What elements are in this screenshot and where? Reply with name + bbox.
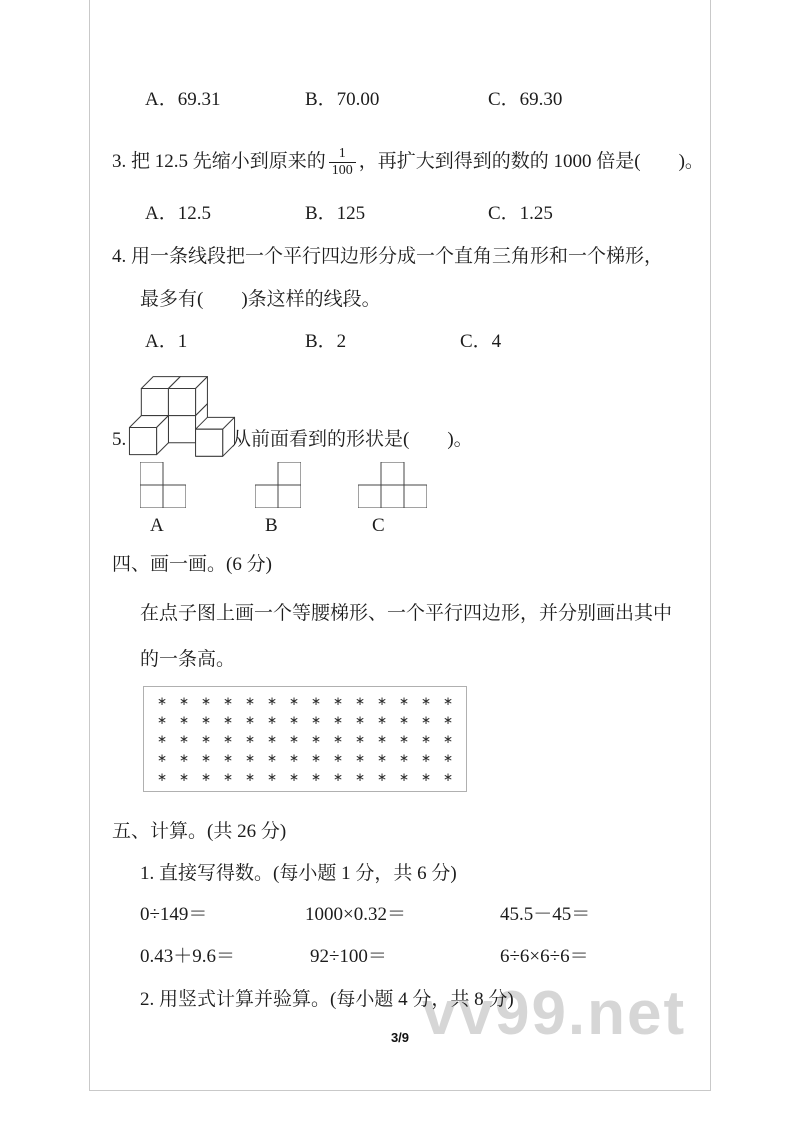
q5-option-b-figure [255, 462, 301, 513]
grid-dot: ∗ [266, 693, 278, 708]
grid-dot: ∗ [288, 770, 300, 785]
calc-expression: 6÷6×6÷6＝ [500, 946, 589, 967]
q2-option-a: A．69.31 [145, 89, 221, 110]
q3-option-c: C．1.25 [488, 203, 553, 224]
grid-dot: ∗ [420, 770, 432, 785]
grid-dot: ∗ [156, 712, 168, 727]
grid-dot: ∗ [398, 751, 410, 766]
q5-label-a: A [150, 515, 164, 536]
calc-expression: 92÷100＝ [310, 946, 387, 967]
watermark: vv99.net [422, 979, 687, 1048]
q4-text-line2: 最多有( )条这样的线段。 [140, 289, 381, 310]
q3-fraction-denominator: 100 [331, 163, 353, 179]
grid-dot: ∗ [200, 712, 212, 727]
grid-dot: ∗ [442, 712, 454, 727]
grid-dot: ∗ [310, 712, 322, 727]
grid-dot: ∗ [354, 731, 366, 746]
grid-dot: ∗ [266, 712, 278, 727]
grid-dot: ∗ [332, 770, 344, 785]
grid-dot: ∗ [442, 770, 454, 785]
grid-dot: ∗ [178, 731, 190, 746]
grid-dot: ∗ [354, 751, 366, 766]
q4-option-b: B．2 [305, 331, 347, 352]
grid-dot: ∗ [442, 693, 454, 708]
grid-dot: ∗ [156, 731, 168, 746]
grid-dot: ∗ [376, 712, 388, 727]
q5-option-a-svg [140, 462, 186, 508]
grid-dot: ∗ [156, 751, 168, 766]
grid-dot: ∗ [266, 731, 278, 746]
cube-stack-svg [126, 358, 238, 458]
grid-dot: ∗ [178, 693, 190, 708]
q3-text-before: 3. 把 12.5 先缩小到原来的 [112, 150, 326, 172]
grid-dot: ∗ [310, 770, 322, 785]
q4-text-line1: 4. 用一条线段把一个平行四边形分成一个直角三角形和一个梯形， [112, 246, 664, 267]
grid-dot: ∗ [288, 731, 300, 746]
grid-dot: ∗ [178, 712, 190, 727]
grid-dot: ∗ [332, 751, 344, 766]
grid-dot: ∗ [332, 693, 344, 708]
grid-dot: ∗ [332, 731, 344, 746]
grid-dot: ∗ [288, 712, 300, 727]
grid-dot: ∗ [200, 770, 212, 785]
grid-dot: ∗ [398, 731, 410, 746]
grid-dot: ∗ [442, 731, 454, 746]
grid-dot: ∗ [266, 770, 278, 785]
grid-dot: ∗ [310, 751, 322, 766]
section4-line1: 在点子图上画一个等腰梯形、一个平行四边形，并分别画出其中 [140, 603, 673, 624]
grid-dot: ∗ [222, 712, 234, 727]
grid-dot: ∗ [178, 770, 190, 785]
q4-options-row [145, 330, 501, 354]
grid-dot: ∗ [332, 712, 344, 727]
calc-expression: 1000×0.32＝ [305, 904, 406, 925]
grid-dot: ∗ [376, 693, 388, 708]
grid-dot: ∗ [376, 770, 388, 785]
q5-label-b: B [265, 515, 278, 536]
grid-dot: ∗ [442, 751, 454, 766]
grid-dot: ∗ [310, 731, 322, 746]
grid-dot: ∗ [244, 712, 256, 727]
grid-dot: ∗ [222, 751, 234, 766]
grid-dot: ∗ [288, 751, 300, 766]
grid-dot: ∗ [420, 693, 432, 708]
q2-options-row [145, 88, 562, 112]
q3-fraction-numerator: 1 [329, 146, 356, 163]
grid-dot: ∗ [156, 693, 168, 708]
q5-option-b-svg [255, 462, 301, 508]
q5-option-c-svg [358, 462, 427, 508]
grid-dot: ∗ [244, 693, 256, 708]
grid-dot: ∗ [200, 731, 212, 746]
calc-expression: 0÷149＝ [140, 904, 208, 925]
grid-dot: ∗ [354, 693, 366, 708]
grid-dot: ∗ [398, 770, 410, 785]
grid-dot: ∗ [376, 751, 388, 766]
page-number: 3/9 [390, 1030, 410, 1045]
grid-dot: ∗ [354, 770, 366, 785]
dot-grid [143, 686, 467, 792]
grid-dot: ∗ [266, 751, 278, 766]
grid-dot: ∗ [398, 693, 410, 708]
q2-option-b: B．70.00 [305, 89, 380, 110]
grid-dot: ∗ [420, 731, 432, 746]
grid-dot: ∗ [178, 751, 190, 766]
grid-dot: ∗ [244, 731, 256, 746]
grid-dot: ∗ [354, 712, 366, 727]
q3-text-line [112, 146, 704, 179]
grid-dot: ∗ [156, 770, 168, 785]
q3-text-after: ，再扩大到得到的数的 1000 倍是( )。 [358, 150, 704, 172]
section5-title: 五、计算。(共 26 分) [112, 821, 287, 842]
grid-dot: ∗ [420, 751, 432, 766]
grid-dot: ∗ [200, 693, 212, 708]
q4-option-c: C．4 [460, 331, 502, 352]
section4-line2: 的一条高。 [140, 649, 236, 670]
q3-fraction [329, 146, 356, 179]
q5-label-c: C [372, 515, 385, 536]
grid-dot: ∗ [244, 751, 256, 766]
q3-options-row [145, 202, 553, 226]
q5-text: 从前面看到的形状是( )。 [232, 429, 473, 450]
grid-dot: ∗ [244, 770, 256, 785]
q5-option-a-figure [140, 462, 186, 513]
grid-dot: ∗ [376, 731, 388, 746]
q4-option-a: A．1 [145, 331, 188, 352]
grid-dot: ∗ [200, 751, 212, 766]
grid-dot: ∗ [420, 712, 432, 727]
section4-title: 四、画一画。(6 分) [112, 554, 272, 575]
grid-dot: ∗ [288, 693, 300, 708]
grid-dot: ∗ [398, 712, 410, 727]
calc-expression: 0.43＋9.6＝ [140, 946, 236, 967]
section5-item2-title: 2. 用竖式计算并验算。(每小题 4 分，共 8 分) [140, 989, 514, 1010]
grid-dot: ∗ [310, 693, 322, 708]
grid-dot: ∗ [222, 770, 234, 785]
q5-option-c-figure [358, 462, 427, 513]
calc-expression: 45.5－45＝ [500, 904, 591, 925]
section5-item1-title: 1. 直接写得数。(每小题 1 分，共 6 分) [140, 863, 457, 884]
q3-option-b: B．125 [305, 203, 366, 224]
grid-dot: ∗ [222, 731, 234, 746]
q3-option-a: A．12.5 [145, 203, 211, 224]
q2-option-c: C．69.30 [488, 89, 563, 110]
cube-stack-figure [126, 358, 238, 463]
q5-number: 5. [112, 429, 127, 450]
grid-dot: ∗ [222, 693, 234, 708]
